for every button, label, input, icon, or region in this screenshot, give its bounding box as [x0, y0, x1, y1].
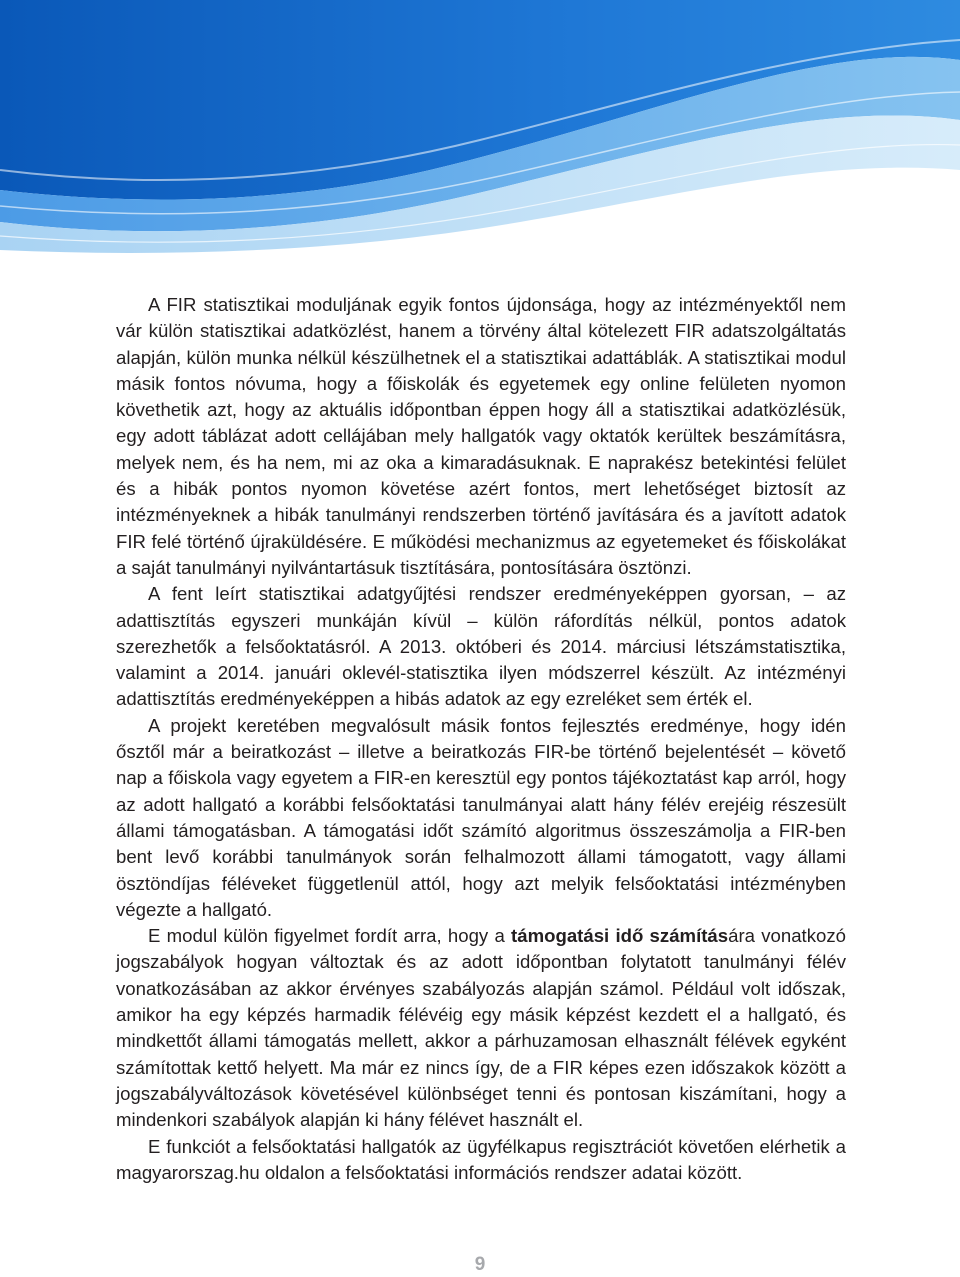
paragraph-5: E funkciót a felsőoktatási hallgatók az ügyfélkapus regisztrációt követően elérhetik a magyarorszag.hu oldalon a felsőoktatási információs rendszer adatai között.: [116, 1135, 846, 1183]
page-number: 9: [474, 1254, 486, 1275]
paragraph-4-rest: ára vonatkozó jogszabályok hogyan változtak és az adott időpontban folytatott tanulmányi félév vonatkozásában az akkor érvényes szabályozás alapján számol. Például volt időszak, amikor ha egy képzés harmadik félévéig egy másik képzést kezdett el a hallgató, és mindkettőt állami támogatás mellett, akkor a párhuzamosan elhasznált félévek egyként számítottak kettő helyett. Ma már ez nincs így, de a FIR képes ezen időszakok között a jogszabályváltozások követésével különbséget tenni és pontosan kiszámítani, hogy a mindenkori szabályok alapján ki hány félévet használt el.: [116, 925, 846, 1131]
paragraph-4: [116, 923, 846, 1133]
emphasis-support-time-calculation: támogatási idő számítás: [511, 925, 729, 947]
paragraph-2: A fent leírt statisztikai adatgyűjtési rendszer eredményeképpen gyorsan, – az adattisztítás egyszeri munkáján kívül – külön ráfordítás nélkül, pontos adatok szerezhetők a felsőoktatásról. A 2013. októberi és 2014. márciusi létszámstatisztika, valamint a 2014. januári oklevél-statisztika ilyen módszerrel készült. Az intézményi adattisztítás eredményeképpen a hibás adatok az egy ezreléket sem érték el.: [116, 583, 846, 710]
paragraph-3: A projekt keretében megvalósult másik fontos fejlesztés eredménye, hogy idén ősztől már a beiratkozást – illetve a beiratkozás FIR-be történő bejelentését – követő nap a főiskola vagy egyetem a FIR-en keresztül egy pontos tájékoztatást kap arról, hogy az adott hallgató a korábbi felsőoktatási tanulmányai alatt hány félév erejéig részesült állami támogatásban. A támogatási időt számító algoritmus összeszámolja a FIR-ben bent levő korábbi tanulmányok során felhalmozott állami támogatott, vagy állami ösztöndíjas féléveket függetlenül attól, hogy azt melyik felsőoktatási intézményben végezte a hallgató.: [116, 714, 846, 920]
paragraph-4-start: E modul külön figyelmet fordít arra, hogy a: [148, 925, 512, 947]
paragraph-1: A FIR statisztikai moduljának egyik fontos újdonsága, hogy az intézményektől nem vár külön statisztikai adatközlést, hanem a törvény által kötelezett FIR adatszolgáltatás alapján, külön munka nélkül készülhetnek el a statisztikai adattáblák. A statisztikai modul másik fontos nóvuma, hogy a főiskolák és egyetemek egy online felületen nyomon követhetik azt, hogy az aktuális időpontban éppen hogy áll a statisztikai adatközlésük, egy adott táblázat adott cellájában mely hallgatók vagy oktatók kerültek beszámításra, melyek nem, és ha nem, mi az oka a kimaradásuknak. E naprakész betekintési felület és a hibák pontos nyomon követése azért fontos, mert lehetőséget biztosít az intézményeknek a hibák tanulmányi rendszerben történő javítására és a javított adatok FIR felé történő újraküldésére. E működési mechanizmus az egyetemeket és főiskolákat a saját tanulmányi nyilvántartásuk tisztítására, pontosítására ösztönzi.: [116, 294, 846, 578]
header-wave-decoration: [0, 0, 960, 260]
body-text: [116, 292, 846, 1186]
